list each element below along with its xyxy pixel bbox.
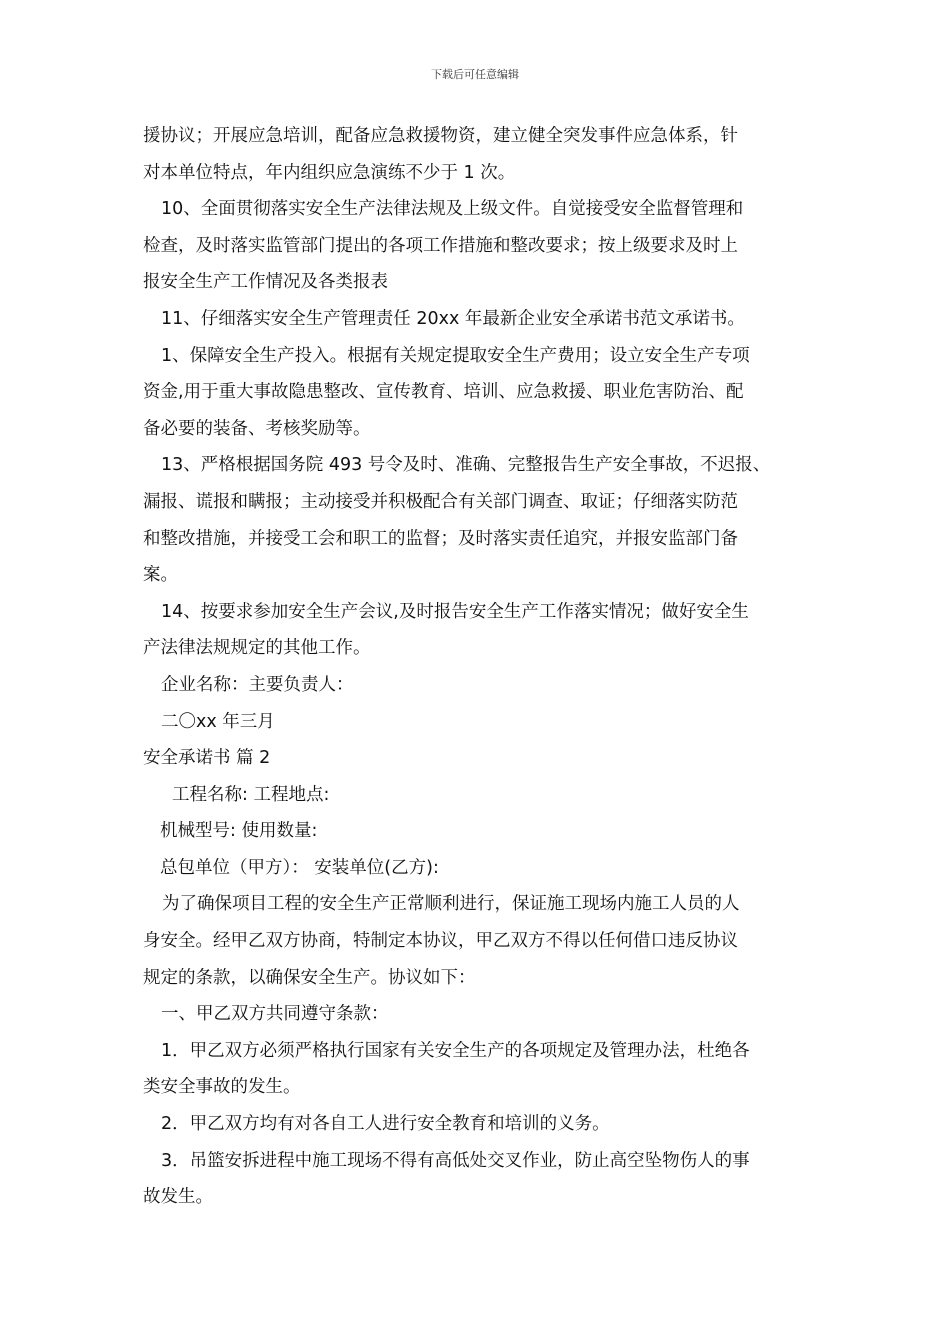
text-line: 1、保障安全生产投入。根据有关规定提取安全生产费用；设立安全生产专项 <box>161 345 750 366</box>
text-line: 案。 <box>143 565 178 586</box>
text-line: 14、按要求参加安全生产会议,及时报告安全生产工作落实情况；做好安全生 <box>161 601 749 622</box>
text-line: 2．甲乙双方均有对各自工人进行安全教育和培训的义务。 <box>161 1114 610 1135</box>
clause-item <box>143 1033 815 1106</box>
text-line: 13、严格根据国务院 493 号令及时、准确、完整报告生产安全事故，不迟报、 <box>161 455 771 476</box>
text-line: 故发生。 <box>143 1187 213 1208</box>
clause-heading <box>143 996 815 1033</box>
text-line: 备必要的装备、考核奖励等。 <box>143 418 371 439</box>
text-line: 10、全面贯彻落实安全生产法律法规及上级文件。自觉接受安全监督管理和 <box>161 199 744 220</box>
text-line: 援协议；开展应急培训，配备应急救援物资，建立健全突发事件应急体系，针 <box>143 126 738 146</box>
text-line: 为了确保项目工程的安全生产正常顺利进行，保证施工现场内施工人员的人 <box>162 894 740 915</box>
text-line: 3．吊篮安拆进程中施工现场不得有高低处交叉作业，防止高空坠物伤人的事 <box>161 1150 750 1171</box>
text-line: 漏报、谎报和瞒报；主动接受并积极配合有关部门调查、取证；仔细落实防范 <box>143 491 738 512</box>
text-line: 11、仔细落实安全生产管理责任 20xx 年最新企业安全承诺书范文承诺书。 <box>161 308 745 329</box>
text-line: 资金,用于重大事故隐患整改、宣传教育、培训、应急救援、职业危害防治、配 <box>143 382 744 403</box>
text-line: 报安全生产工作情况及各类报表 <box>143 272 388 293</box>
date-line <box>143 704 815 741</box>
paragraph <box>143 447 815 593</box>
text-line: 1．甲乙双方必须严格执行国家有关安全生产的各项规定及管理办法，杜绝各 <box>161 1040 750 1061</box>
text-line: 规定的条款，以确保安全生产。协议如下： <box>143 967 476 988</box>
text-line: 安全承诺书 篇 2 <box>143 748 271 769</box>
page-header: 下载后可任意编辑 <box>431 68 519 81</box>
paragraph <box>143 118 815 191</box>
text-line: 和整改措施，并接受工会和职工的监督；及时落实责任追究，并报安监部门备 <box>143 528 738 549</box>
paragraph <box>143 301 815 338</box>
clause-item <box>143 1143 815 1216</box>
text-line: 检查，及时落实监管部门提出的各项工作措施和整改要求；按上级要求及时上 <box>143 235 738 256</box>
form-field-line <box>143 813 815 850</box>
text-line: 对本单位特点，年内组织应急演练不少于 1 次。 <box>143 162 516 183</box>
text-line: 机械型号: 使用数量: <box>160 821 318 842</box>
text-line: 类安全事故的发生。 <box>143 1077 301 1098</box>
document-body <box>143 118 815 1216</box>
clause-item <box>143 1106 815 1143</box>
signature-line <box>143 667 815 704</box>
text-line: 产法律法规规定的其他工作。 <box>143 638 371 659</box>
text-line: 一、甲乙双方共同遵守条款： <box>161 1004 389 1025</box>
text-line: 身安全。经甲乙双方协商，特制定本协议，甲乙双方不得以任何借口违反协议 <box>143 931 738 952</box>
form-field-line <box>143 850 815 887</box>
form-field-line <box>143 777 815 814</box>
section-title <box>143 740 815 777</box>
paragraph <box>143 886 815 996</box>
paragraph <box>143 338 815 448</box>
text-line: 工程名称: 工程地点: <box>172 784 330 805</box>
text-line: 企业名称：主要负责人： <box>161 674 354 695</box>
text-line: 总包单位（甲方）： 安装单位(乙方): <box>160 857 439 878</box>
text-line: 二〇xx 年三月 <box>161 711 275 732</box>
paragraph <box>143 594 815 667</box>
paragraph <box>143 191 815 301</box>
